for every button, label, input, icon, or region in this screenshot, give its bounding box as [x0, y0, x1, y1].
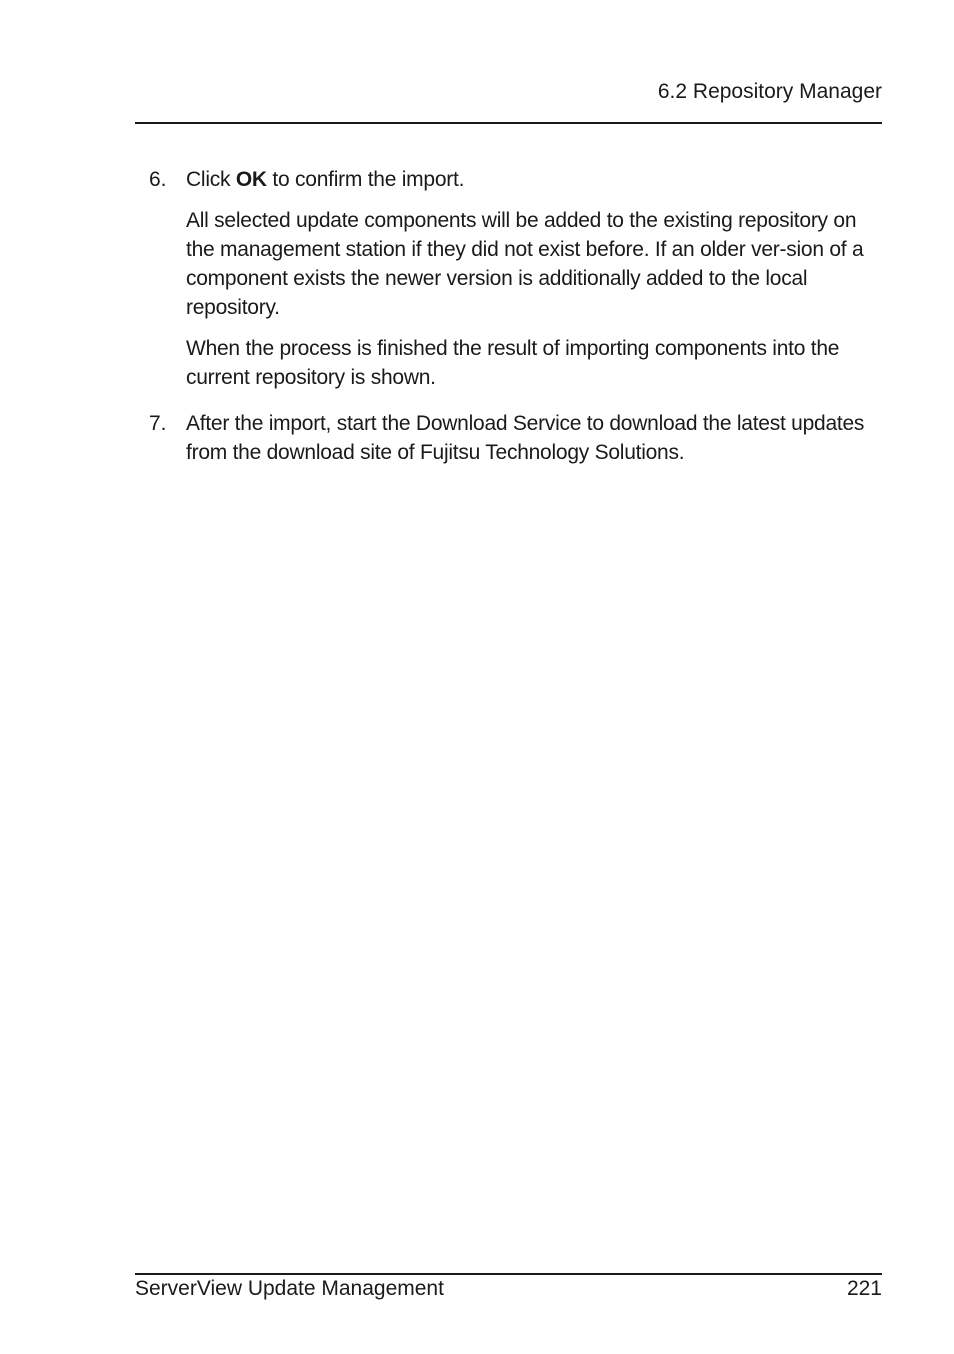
footer-document-title: ServerView Update Management [135, 1277, 444, 1300]
step-number: 6. [149, 168, 167, 191]
ok-button-reference: OK [235, 168, 267, 191]
step-number: 7. [149, 412, 167, 435]
running-header-section-title: 6.2 Repository Manager [657, 80, 882, 103]
header-divider [135, 122, 882, 124]
footer-page-number: 221 [846, 1277, 882, 1300]
step-paragraph: When the process is finished the result of importing components into the current repository is shown. [186, 337, 840, 389]
step-paragraph: After the import, start the Download Service to download the latest updates from the download site of Fujitsu Technology Solutions. [186, 412, 865, 464]
step-paragraph: All selected update components will be added to the existing repository on the management station if they did not exist before. If an older ver-sion of a component exists the newer version is additionally added to the local repository. [186, 209, 864, 319]
step-body [186, 409, 882, 479]
instruction-text-before: Click [186, 168, 236, 191]
footer-divider [135, 1273, 882, 1275]
instruction-text-after: to confirm the import. [266, 168, 465, 191]
step-instruction [186, 165, 882, 194]
step-body [186, 165, 882, 404]
